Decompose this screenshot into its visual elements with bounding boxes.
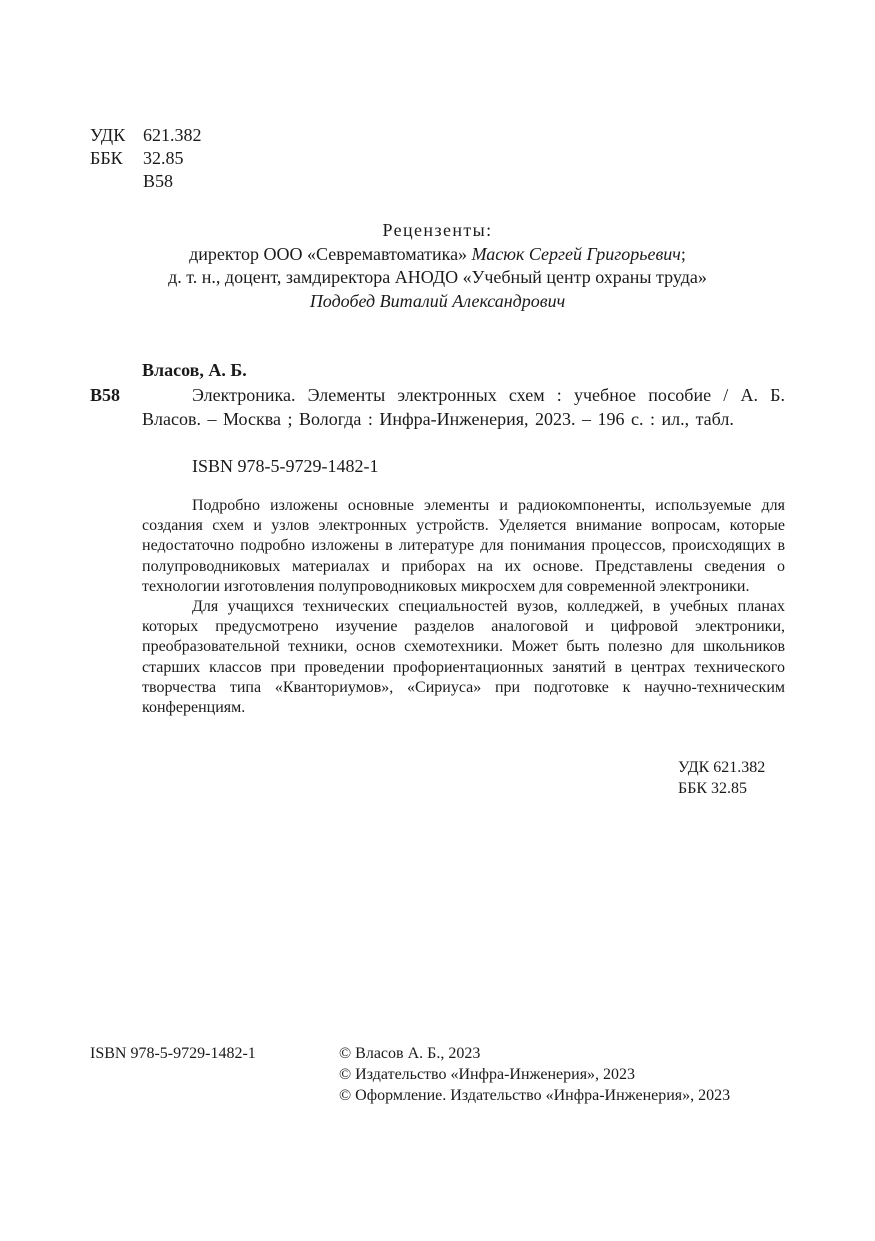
reviewer-1-end: ; xyxy=(680,243,686,264)
reviewer-1 xyxy=(60,243,815,267)
classification-block xyxy=(90,124,202,193)
reviewers-heading: Рецензенты: xyxy=(382,220,493,240)
reviewer-1-name: Масюк Сергей Григорьевич xyxy=(471,243,681,264)
copyright-design: © Оформление. Издательство «Инфра-Инженерия», 2023 xyxy=(339,1087,731,1104)
author-sign: В58 xyxy=(143,171,174,191)
author-sign-row xyxy=(90,170,202,193)
bbk-value: 32.85 xyxy=(143,148,184,168)
classification-bottom xyxy=(678,758,765,799)
copyright-author: © Власов А. Б., 2023 xyxy=(339,1045,481,1062)
reviewers-block xyxy=(60,219,815,313)
reviewer-1-role: директор ООО «Севремавтоматика» xyxy=(189,243,468,264)
copyright-publisher: © Издательство «Инфра-Инженерия», 2023 xyxy=(339,1066,636,1083)
reviewer-2-name: Подобед Виталий Александрович xyxy=(309,290,566,311)
annotation xyxy=(142,496,785,718)
udk-row xyxy=(90,124,202,147)
annotation-paragraph-2: Для учащихся технических специальностей вузов, колледжей, в учебных планах которых предусмотрено изучение разделов аналоговой и цифровой электроники, преобразовательной техники, основ схемотехники. Может быть полезно для школьников старших классов при проведении профориентационных занятий в центрах технического творчества типа «Кванториумов», «Сириуса» при подготовке к научно-техническим конференциям. xyxy=(142,598,785,717)
reviewer-2-role: д. т. н., доцент, замдиректора АНОДО «Учебный центр охраны труда» xyxy=(168,267,707,287)
annotation-paragraph-1: Подробно изложены основные элементы и радиокомпоненты, используемые для создания схем и узлов электронных устройств. Уделяется внимание вопросам, которые недостаточно подробно изложены в литературе для понимания процессов, происходящих в полупроводниковых материалах и приборах на их основе. Представлены сведения о технологии изготовления полупроводниковых микросхем для современной электроники. xyxy=(142,497,785,595)
udk-value: 621.382 xyxy=(143,125,202,145)
bibliography-isbn: ISBN 978-5-9729-1482-1 xyxy=(192,456,379,476)
bbk-bottom: ББК 32.85 xyxy=(678,779,748,797)
udk-label: УДК xyxy=(90,125,126,145)
footer-isbn: ISBN 978-5-9729-1482-1 xyxy=(90,1045,256,1062)
bbk-row xyxy=(90,147,202,170)
bibliography-code: В58 xyxy=(90,385,121,405)
copyright-block xyxy=(339,1043,730,1106)
udk-bottom: УДК 621.382 xyxy=(678,759,766,776)
book-author: Власов, А. Б. xyxy=(142,360,247,380)
bbk-label: ББК xyxy=(90,148,123,168)
bibliography-description: Электроника. Элементы электронных схем : учебное пособие / А. Б. Власов. – Москва ; Вологда : Инфра-Инженерия, 2023. – 196 с. : ил., табл. xyxy=(142,385,785,429)
